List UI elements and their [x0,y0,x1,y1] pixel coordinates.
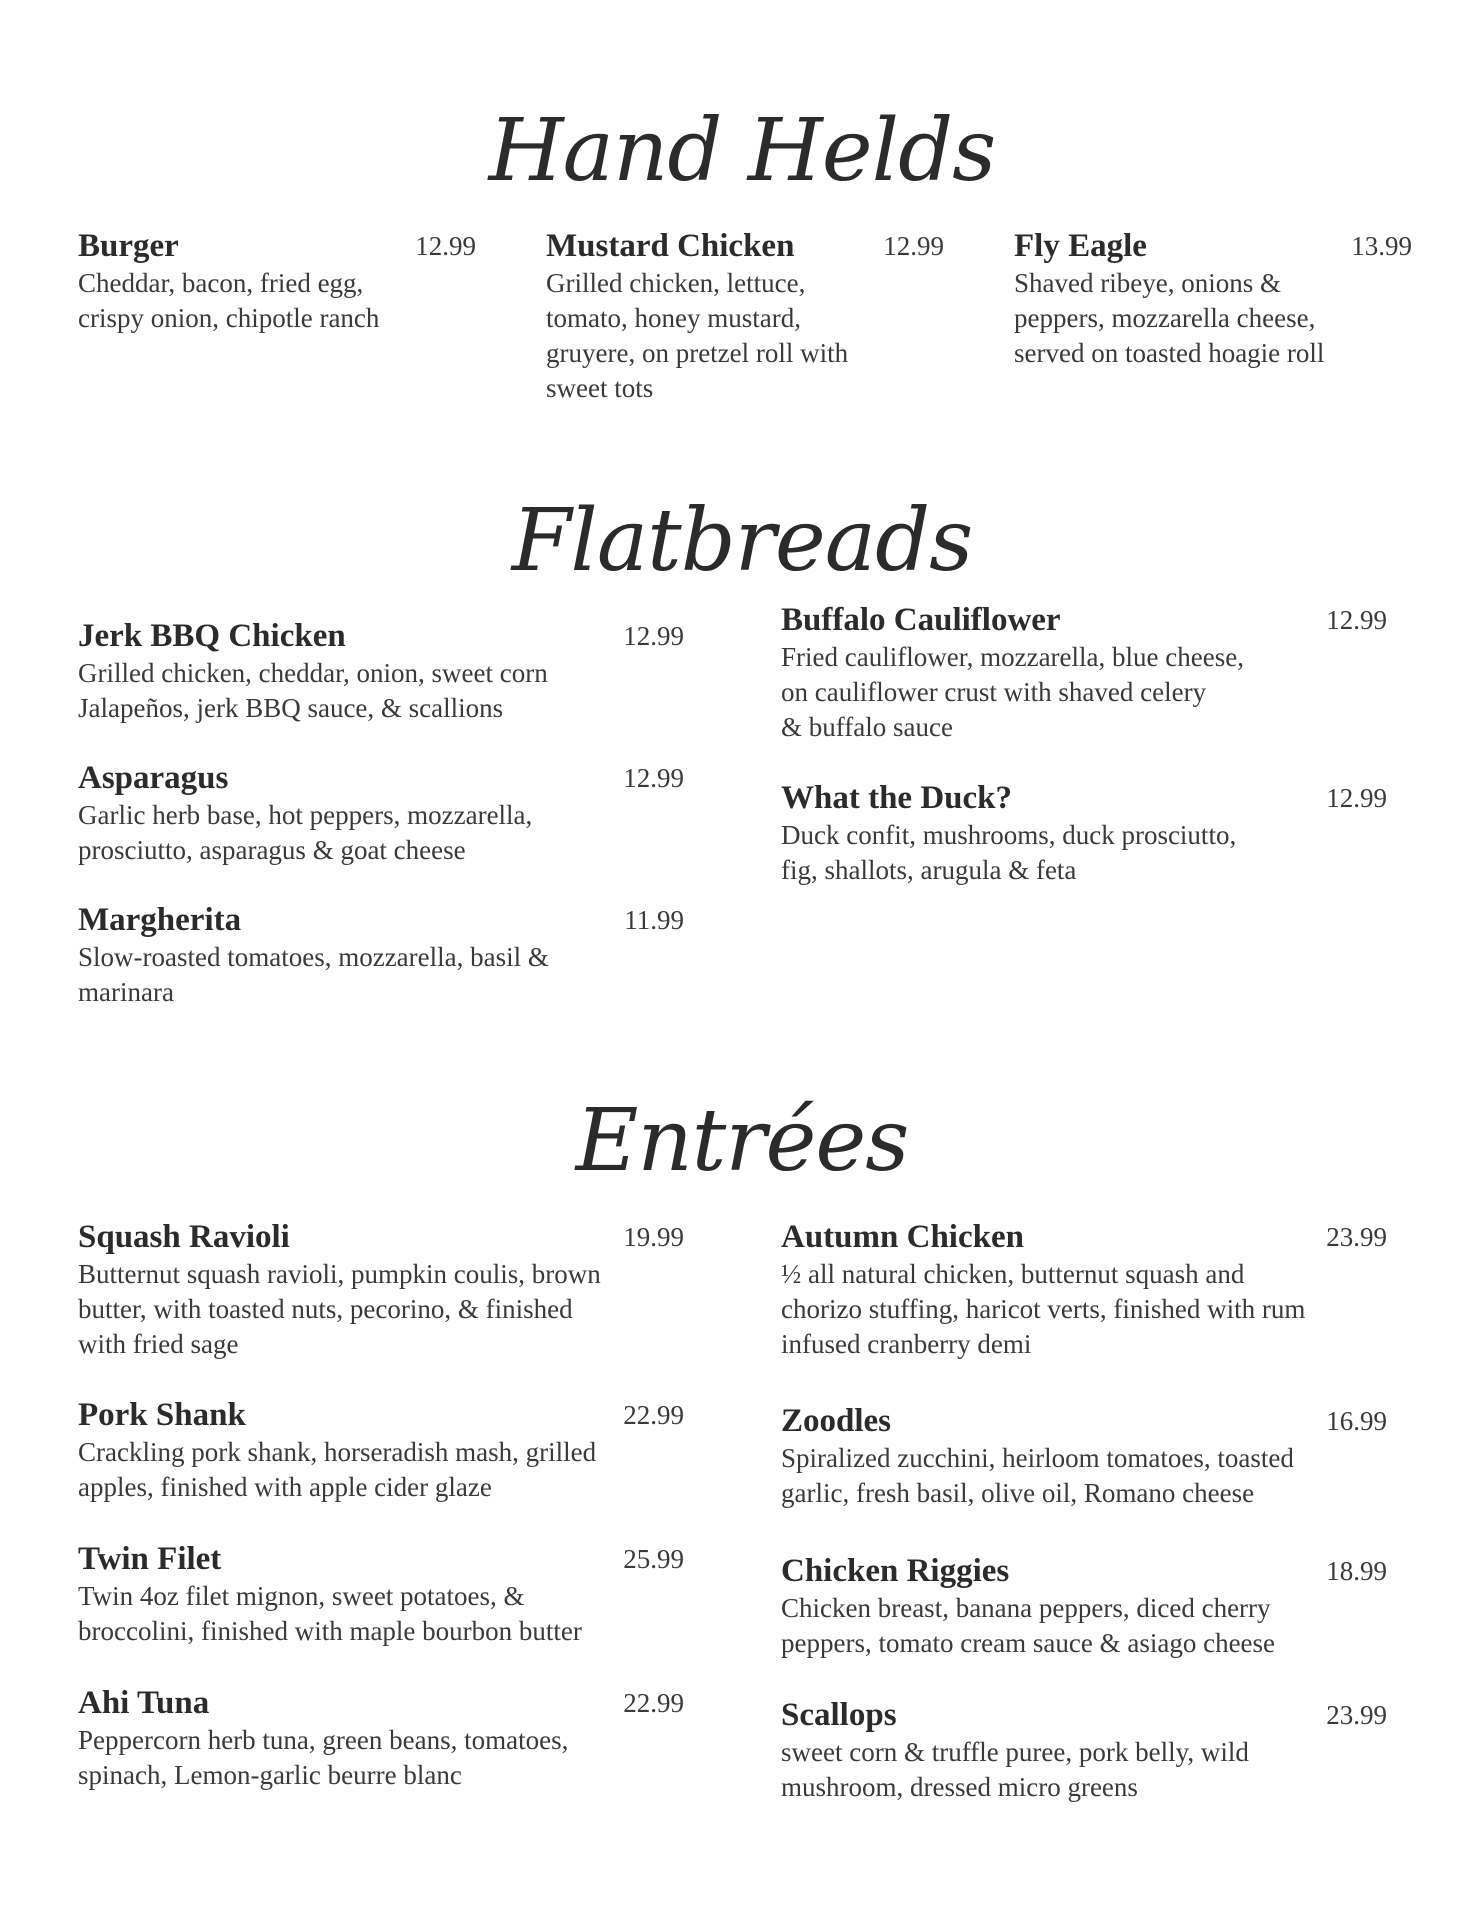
item-description: sweet corn & truffle puree, pork belly, wild mushroom, dressed micro greens [781,1737,1249,1802]
menu-item-jerk-bbq-chicken [78,618,684,726]
menu-item-ahi-tuna [78,1685,684,1793]
item-price: 16.99 [1326,1406,1387,1436]
section-title-entrees: Entrées [575,1091,909,1191]
item-name: What the Duck? [781,780,1013,816]
item-description: Shaved ribeye, onions & peppers, mozzarella cheese, served on toasted hoagie roll [1014,268,1325,368]
section-title-flatbreads: Flatbreads [511,491,973,591]
item-description: ½ all natural chicken, butternut squash and chorizo stuffing, haricot verts, finished with rum infused cranberry demi [781,1259,1306,1359]
item-name: Buffalo Cauliflower [781,602,1061,638]
item-name: Zoodles [781,1403,892,1439]
item-name: Squash Ravioli [78,1219,290,1255]
item-name: Scallops [781,1697,897,1733]
item-description: Duck confit, mushrooms, duck prosciutto, fig, shallots, arugula & feta [781,820,1237,885]
item-name: Asparagus [78,760,229,796]
item-description: Cheddar, bacon, fried egg, crispy onion, chipotle ranch [78,268,380,333]
item-name: Mustard Chicken [546,228,795,264]
item-name: Fly Eagle [1014,228,1147,264]
menu-item-fly-eagle [1014,228,1412,371]
item-price: 11.99 [624,905,684,935]
item-price: 12.99 [623,763,684,793]
item-description: Twin 4oz filet mignon, sweet potatoes, & broccolini, finished with maple bourbon butter [78,1581,582,1646]
item-price: 12.99 [883,231,944,261]
item-description: Crackling pork shank, horseradish mash, grilled apples, finished with apple cider glaze [78,1437,597,1502]
item-price: 12.99 [415,231,476,261]
item-price: 12.99 [1326,605,1387,635]
menu-item-asparagus [78,760,684,868]
item-price: 23.99 [1326,1222,1387,1252]
item-price: 13.99 [1351,231,1412,261]
item-description: Peppercorn herb tuna, green beans, tomatoes, spinach, Lemon-garlic beurre blanc [78,1725,569,1790]
item-description: Butternut squash ravioli, pumpkin coulis, brown butter, with toasted nuts, pecorino, & finished with fried sage [78,1259,601,1359]
item-price: 12.99 [623,621,684,651]
menu-item-twin-filet [78,1541,684,1649]
item-price: 18.99 [1326,1556,1387,1586]
menu-item-pork-shank [78,1397,684,1505]
menu-item-scallops [781,1697,1387,1805]
item-name: Pork Shank [78,1397,246,1433]
item-description: Spiralized zucchini, heirloom tomatoes, toasted garlic, fresh basil, olive oil, Romano cheese [781,1443,1294,1508]
menu-item-margherita [78,902,684,1010]
menu-item-zoodles [781,1403,1387,1511]
section-title-hand-helds: Hand Helds [488,101,996,201]
item-name: Jerk BBQ Chicken [78,618,346,654]
item-description: Grilled chicken, cheddar, onion, sweet corn Jalapeños, jerk BBQ sauce, & scallions [78,658,548,723]
menu-item-what-the-duck [781,780,1387,888]
menu-item-mustard-chicken [546,228,944,406]
item-price: 12.99 [1326,783,1387,813]
menu-item-squash-ravioli [78,1219,684,1362]
item-name: Twin Filet [78,1541,222,1577]
menu-item-burger [78,228,476,336]
item-name: Ahi Tuna [78,1685,210,1721]
item-price: 22.99 [623,1688,684,1718]
item-description: Grilled chicken, lettuce, tomato, honey mustard, gruyere, on pretzel roll with sweet tots [546,268,849,403]
item-price: 19.99 [623,1222,684,1252]
item-name: Burger [78,228,179,264]
item-price: 25.99 [623,1544,684,1574]
item-description: Fried cauliflower, mozzarella, blue cheese, on cauliflower crust with shaved celery & buffalo sauce [781,642,1244,742]
menu-item-autumn-chicken [781,1219,1387,1362]
item-name: Margherita [78,902,242,938]
item-price: 22.99 [623,1400,684,1430]
menu-item-buffalo-cauliflower [781,602,1387,745]
menu-item-chicken-riggies [781,1553,1387,1661]
item-description: Chicken breast, banana peppers, diced cherry peppers, tomato cream sauce & asiago cheese [781,1593,1276,1658]
item-name: Chicken Riggies [781,1553,1010,1589]
item-name: Autumn Chicken [781,1219,1024,1255]
item-description: Slow-roasted tomatoes, mozzarella, basil & marinara [78,942,549,1007]
item-price: 23.99 [1326,1700,1387,1730]
item-description: Garlic herb base, hot peppers, mozzarella, prosciutto, asparagus & goat cheese [78,800,533,865]
